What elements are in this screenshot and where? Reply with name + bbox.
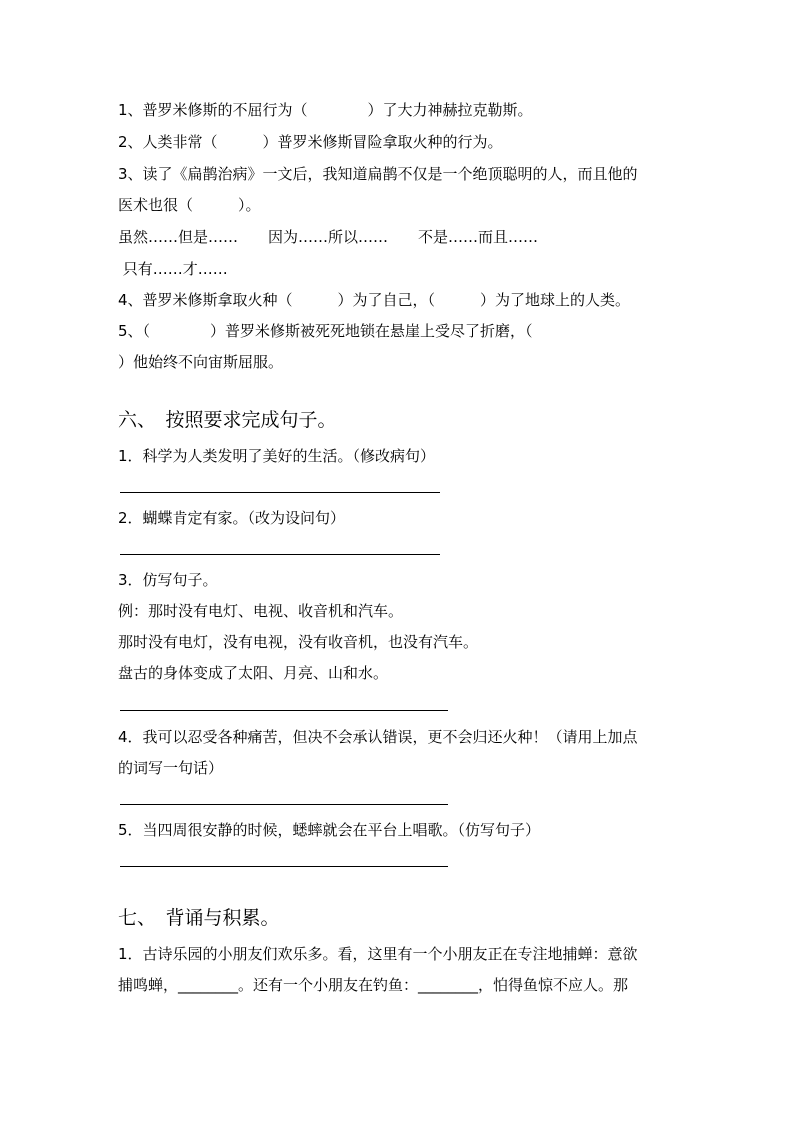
s6-question-1: 1．科学为人类发明了美好的生活。（修改病句） [118,447,436,465]
section-seven-heading: 七、 背诵与积累。 [118,907,280,929]
s6-question-3-task: 盘古的身体变成了太阳、月亮、山和水。 [118,664,389,682]
s6-question-4-line-1: 4．我可以忍受各种痛苦，但决不会承认错误，更不会归还火种！（请用上加点 [118,728,638,746]
answer-line-3 [120,710,448,711]
s6-question-2: 2．蝴蝶肯定有家。（改为设问句） [118,509,346,527]
answer-line-5 [120,866,448,867]
answer-line-2 [120,554,440,555]
connective-options-1: 虽然……但是…… 因为……所以…… 不是……而且…… [118,228,539,246]
s6-question-4-line-2: 的词写一句话） [118,759,224,777]
fill-blank-3-line-2: 医术也很（ ）。 [118,196,261,214]
s6-question-3: 3．仿写句子。 [118,571,218,589]
s7-question-1-line-1: 1．古诗乐园的小朋友们欢乐多。看，这里有一个小朋友正在专注地捕蝉：意欲 [118,945,638,963]
fill-blank-3-line-1: 3、读了《扁鹊治病》一文后，我知道扁鹊不仅是一个绝顶聪明的人，而且他的 [118,165,638,183]
answer-line-4 [120,804,448,805]
s6-example-1: 例：那时没有电灯、电视、收音机和汽车。 [118,602,404,620]
s7-question-1-line-2: 捕鸣蝉，________。还有一个小朋友在钓鱼：________，怕得鱼惊不应人。那 [118,976,629,994]
s6-question-5: 5．当四周很安静的时候，蟋蟀就会在平台上唱歌。（仿写句子） [118,821,541,839]
fill-blank-2: 2、人类非常（ ）普罗米修斯冒险拿取火种的行为。 [118,133,503,151]
s6-example-2: 那时没有电灯，没有电视，没有收音机，也没有汽车。 [118,633,479,651]
fill-blank-4: 4、普罗米修斯拿取火种（ ）为了自己，（ ）为了地球上的人类。 [118,291,631,309]
connective-options-2: 只有……才…… [118,260,228,278]
fill-blank-5-line-2: ）他始终不向宙斯屈服。 [118,353,284,371]
section-six-heading: 六、 按照要求完成句子。 [118,409,337,431]
fill-blank-1: 1、普罗米修斯的不屈行为（ ）了大力神赫拉克勒斯。 [118,101,533,119]
fill-blank-5-line-1: 5、（ ）普罗米修斯被死死地锁在悬崖上受尽了折磨，（ [118,322,533,340]
answer-line-1 [120,492,440,493]
